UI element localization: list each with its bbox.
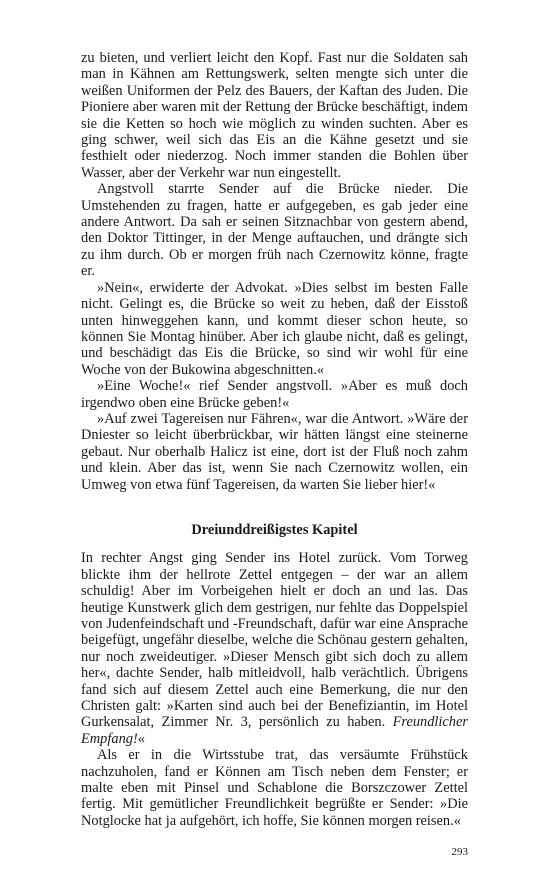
chapter-title: Dreiunddreißigstes Kapitel [191, 521, 358, 538]
paragraph: »Auf zwei Tagereisen nur Fähren«, war die Antwort. »Wäre der Dniester so leicht überbrückbar, wir hätten längst eine steinerne gebaut. Nur oberhalb Halicz ist eine, dort ist der Fluß noch zahm und klein. Aber das ist, wenn Sie nach Czernowitz wollen, ein Umweg von etwa fünf Tagereisen, da warten Sie lieber hier!« [81, 410, 468, 493]
closing-quote: « [137, 730, 145, 747]
paragraph: Als er in die Wirtsstube trat, das versäumte Frühstück nachzuholen, fand er Können am Tisch neben dem Fenster; er malte eben mit Pinsel und Schablone die Borszczower Zettel fertig. Mit gemütlicher Freundlichkeit begrüßte er Sender: »Die Notglocke hat ja aufgehört, ich hoffe, Sie können morgen reisen.« [81, 747, 468, 829]
chapter-opening-paragraph [81, 550, 468, 747]
text-block-before-chapter [81, 50, 468, 493]
paragraph-text: In rechter Angst ging Sender ins Hotel zurück. Vom Torweg blickte ihm der hellrote Zettel entgegen – der war an allem schuldig! Aber im Vorbeigehen hielt er doch an und las. Das heutige Kunstwerk glich dem gestrigen, nur fehlte das Doppelspiel von Judenfeindschaft und -Freundschaft, dafür war eine Ansprache beigefügt, ungefähr dieselbe, welche die Schönau gestern gehalten, nur noch zweideutiger. »Dieser Mensch gibt sich doch zu allem her«, dachte Sender, halb mitleidvoll, halb verächtlich. Übrigens fand sich auf diesem Zettel auch eine Bemerkung, die nur den Christen galt: »Karten sind auch bei der Benefiziantin, im Hotel Gurkensalat, Zimmer Nr. 3, persönlich zu haben. [81, 550, 468, 731]
book-page [81, 50, 468, 858]
paragraph: »Eine Woche!« rief Sender angstvoll. »Aber es muß doch irgendwo oben eine Brücke geben!« [81, 378, 468, 411]
paragraph: »Nein«, erwiderte der Advokat. »Dies selbst im besten Falle nicht. Gelingt es, die Brücke so weit zu heben, daß der Eisstoß unten hinweggehen kann, und kommt dieser schon heute, so können Sie Montag hinüber. Aber ich glaube nicht, daß es gelingt, und beschädigt das Eis die Brücke, so sind wir wohl für eine Woche von der Bukowina abgeschnitten.« [81, 279, 468, 378]
italic-phrase: Freundlicher Empfang! [81, 714, 468, 747]
paragraph: zu bieten, und verliert leicht den Kopf. Fast nur die Soldaten sah man in Kähnen am Rettungswerk, selten mengte sich unter die weißen Uniformen der Pelz des Bauers, der Kaftan des Juden. Die Pioniere aber waren mit der Rettung der Brücke beschäftigt, indem sie die Ketten so hoch wie möglich zu winden suchten. Aber es ging schwer, weil sich das Eis an die Kähne gesetzt und sie festhielt oder niederzog. Noch immer standen die Bohlen über Wasser, aber der Verkehr war nun eingestellt. [81, 50, 468, 181]
page-number: 293 [451, 846, 468, 858]
paragraph: Angstvoll starrte Sender auf die Brücke nieder. Die Umstehenden zu fragen, hatte er aufgegeben, es gab jeder eine andere Antwort. Da sah er seinen Sitznachbar von gestern abend, den Doktor Tittinger, in der Menge auftauchen, und drängte sich zu ihm durch. Ob er morgen früh nach Czernowitz könne, fragte er. [81, 181, 468, 280]
